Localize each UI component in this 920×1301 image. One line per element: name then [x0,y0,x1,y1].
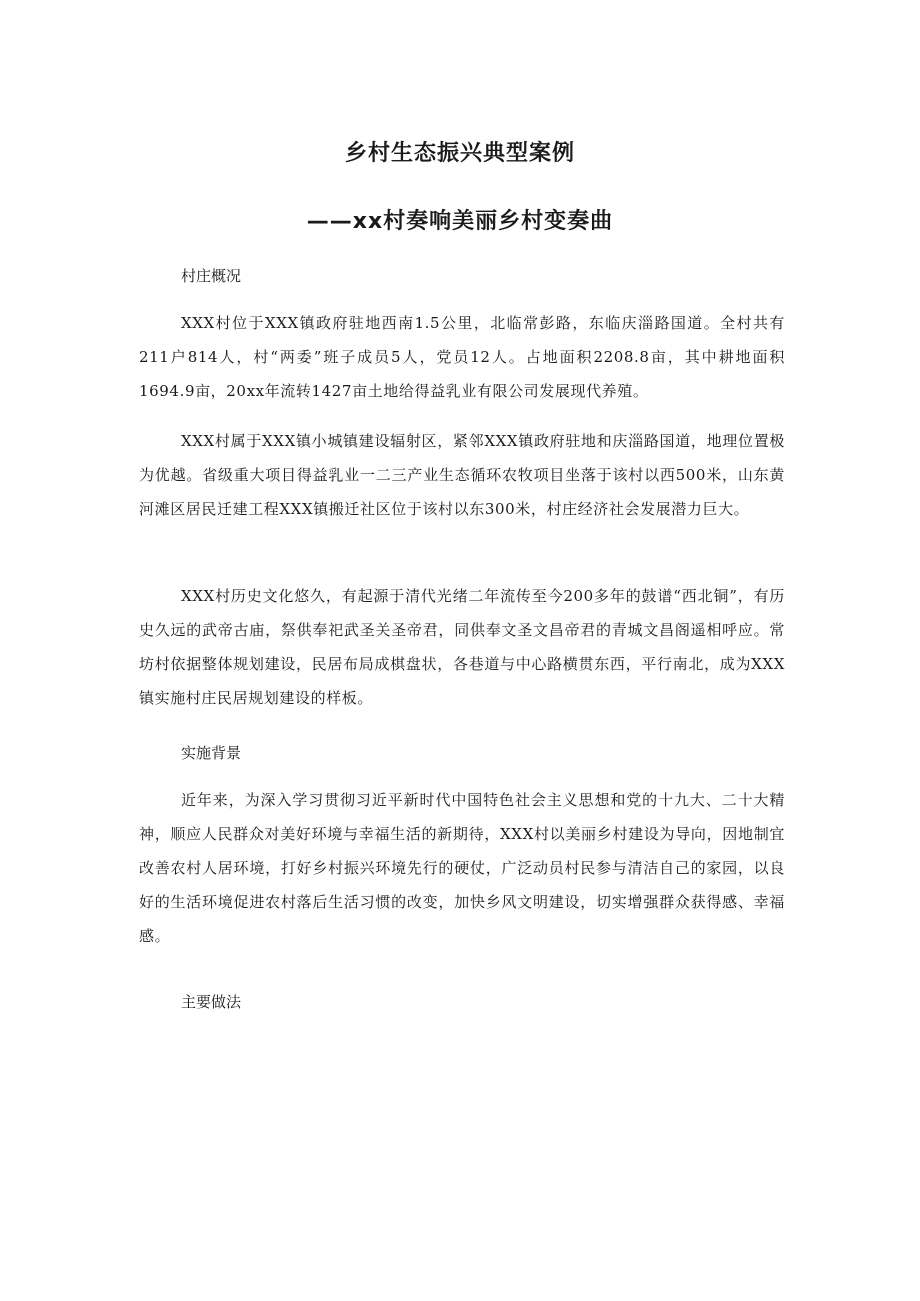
paragraph: 近年来，为深入学习贯彻习近平新时代中国特色社会主义思想和党的十九大、二十大精神，顺应人民群众对美好环境与幸福生活的新期待，XXX村以美丽乡村建设为导向，因地制宜改善农村人居环境，打好乡村振兴环境先行的硬仗，广泛动员村民参与清洁自己的家园，以良好的生活环境促进农村落后生活习惯的改变，加快乡风文明建设，切实增强群众获得感、幸福感。 [139,791,785,945]
document-subtitle: ——xx村奏响美丽乡村变奏曲 [306,209,614,234]
section-heading-approach: 主要做法 [181,993,242,1011]
section-heading-background: 实施背景 [181,744,242,762]
section-heading-overview: 村庄概况 [181,267,242,285]
paragraph: XXX村属于XXX镇小城镇建设辐射区，紧邻XXX镇政府驻地和庆淄路国道，地理位置极为优越。省级重大项目得益乳业一二三产业生态循环农牧项目坐落于该村以西500米，山东黄河滩区居民迁建工程XXX镇搬迁社区位于该村以东300米，村庄经济社会发展潜力巨大。 [139,432,785,518]
paragraph: XXX村历史文化悠久，有起源于清代光绪二年流传至今200多年的鼓谱“西北铜”，有历史久远的武帝古庙，祭供奉祀武圣关圣帝君，同供奉文圣文昌帝君的青城文昌阁遥相呼应。常坊村依据整体规划建设，民居布局成棋盘状，各巷道与中心路横贯东西，平行南北，成为XXX镇实施村庄民居规划建设的样板。 [139,587,785,707]
paragraph: XXX村位于XXX镇政府驻地西南1.5公里，北临常彭路，东临庆淄路国道。全村共有211户814人，村“两委”班子成员5人，党员12人。占地面积2208.8亩，其中耕地面积1694.9亩，20xx年流转1427亩土地给得益乳业有限公司发展现代养殖。 [139,314,785,400]
document-title: 乡村生态振兴典型案例 [344,141,575,166]
